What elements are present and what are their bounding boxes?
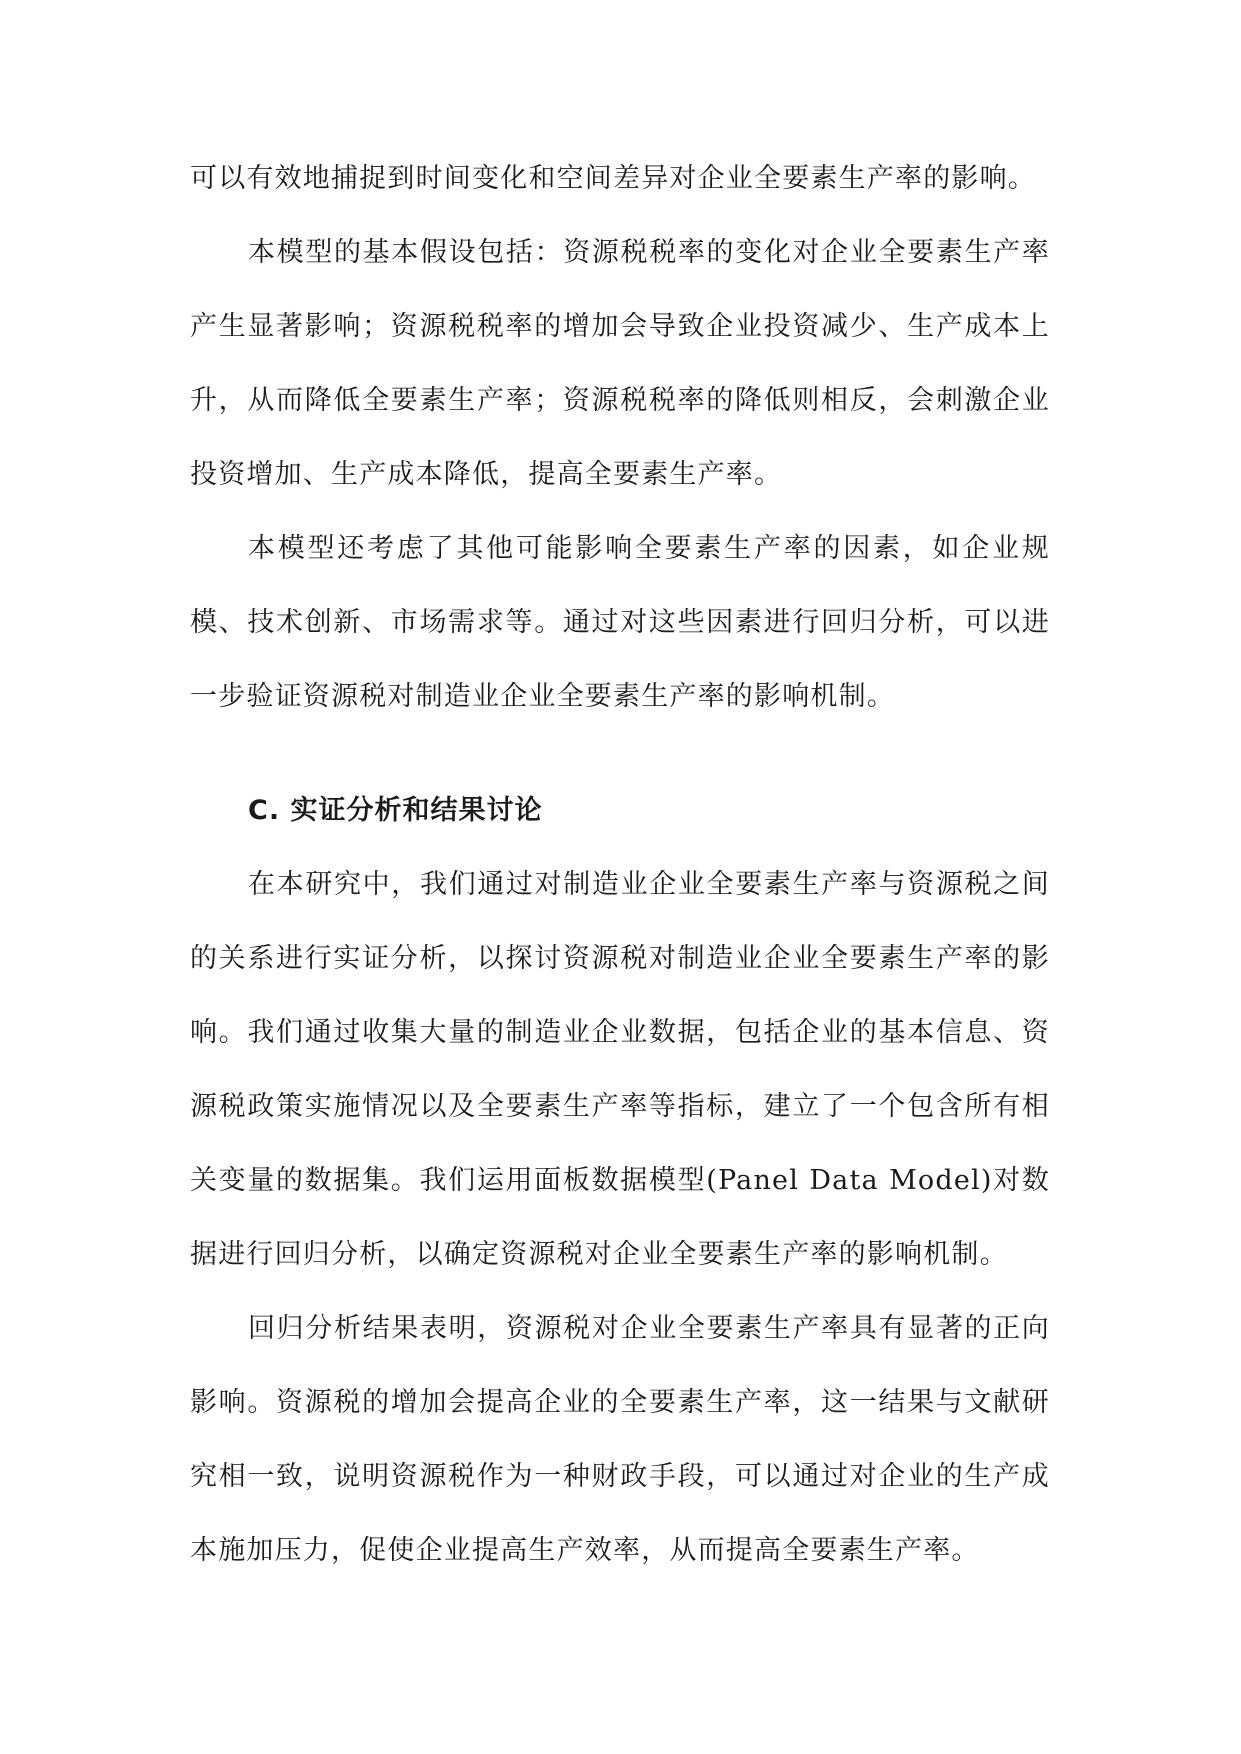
document-body xyxy=(190,142,1050,1588)
paragraph-model-assumptions: 本模型的基本假设包括：资源税税率的变化对企业全要素生产率产生显著影响；资源税税率的增加会导致企业投资减少、生产成本上升，从而降低全要素生产率；资源税税率的降低则相反，会刺激企业投资增加、生产成本降低，提高全要素生产率。 xyxy=(190,237,1050,490)
section-heading: C. 实证分析和结果讨论 xyxy=(248,795,543,826)
paragraph-continuation: 可以有效地捕捉到时间变化和空间差异对企业全要素生产率的影响。 xyxy=(190,163,1036,194)
paragraph-regression-results: 回归分析结果表明，资源税对企业全要素生产率具有显著的正向影响。资源税的增加会提高企业的全要素生产率，这一结果与文献研究相一致，说明资源税作为一种财政手段，可以通过对企业的生产成本施加压力，促使企业提高生产效率，从而提高全要素生产率。 xyxy=(190,1313,1050,1566)
paragraph-other-factors: 本模型还考虑了其他可能影响全要素生产率的因素，如企业规模、技术创新、市场需求等。通过对这些因素进行回归分析，可以进一步验证资源税对制造业企业全要素生产率的影响机制。 xyxy=(190,533,1050,712)
paragraph-empirical-analysis: 在本研究中，我们通过对制造业企业全要素生产率与资源税之间的关系进行实证分析，以探讨资源税对制造业企业全要素生产率的影响。我们通过收集大量的制造业企业数据，包括企业的基本信息、资源税政策实施情况以及全要素生产率等指标，建立了一个包含所有相关变量的数据集。我们运用面板数据模型(Panel Data Model)对数据进行回归分析，以确定资源税对企业全要素生产率的影响机制。 xyxy=(190,869,1050,1270)
